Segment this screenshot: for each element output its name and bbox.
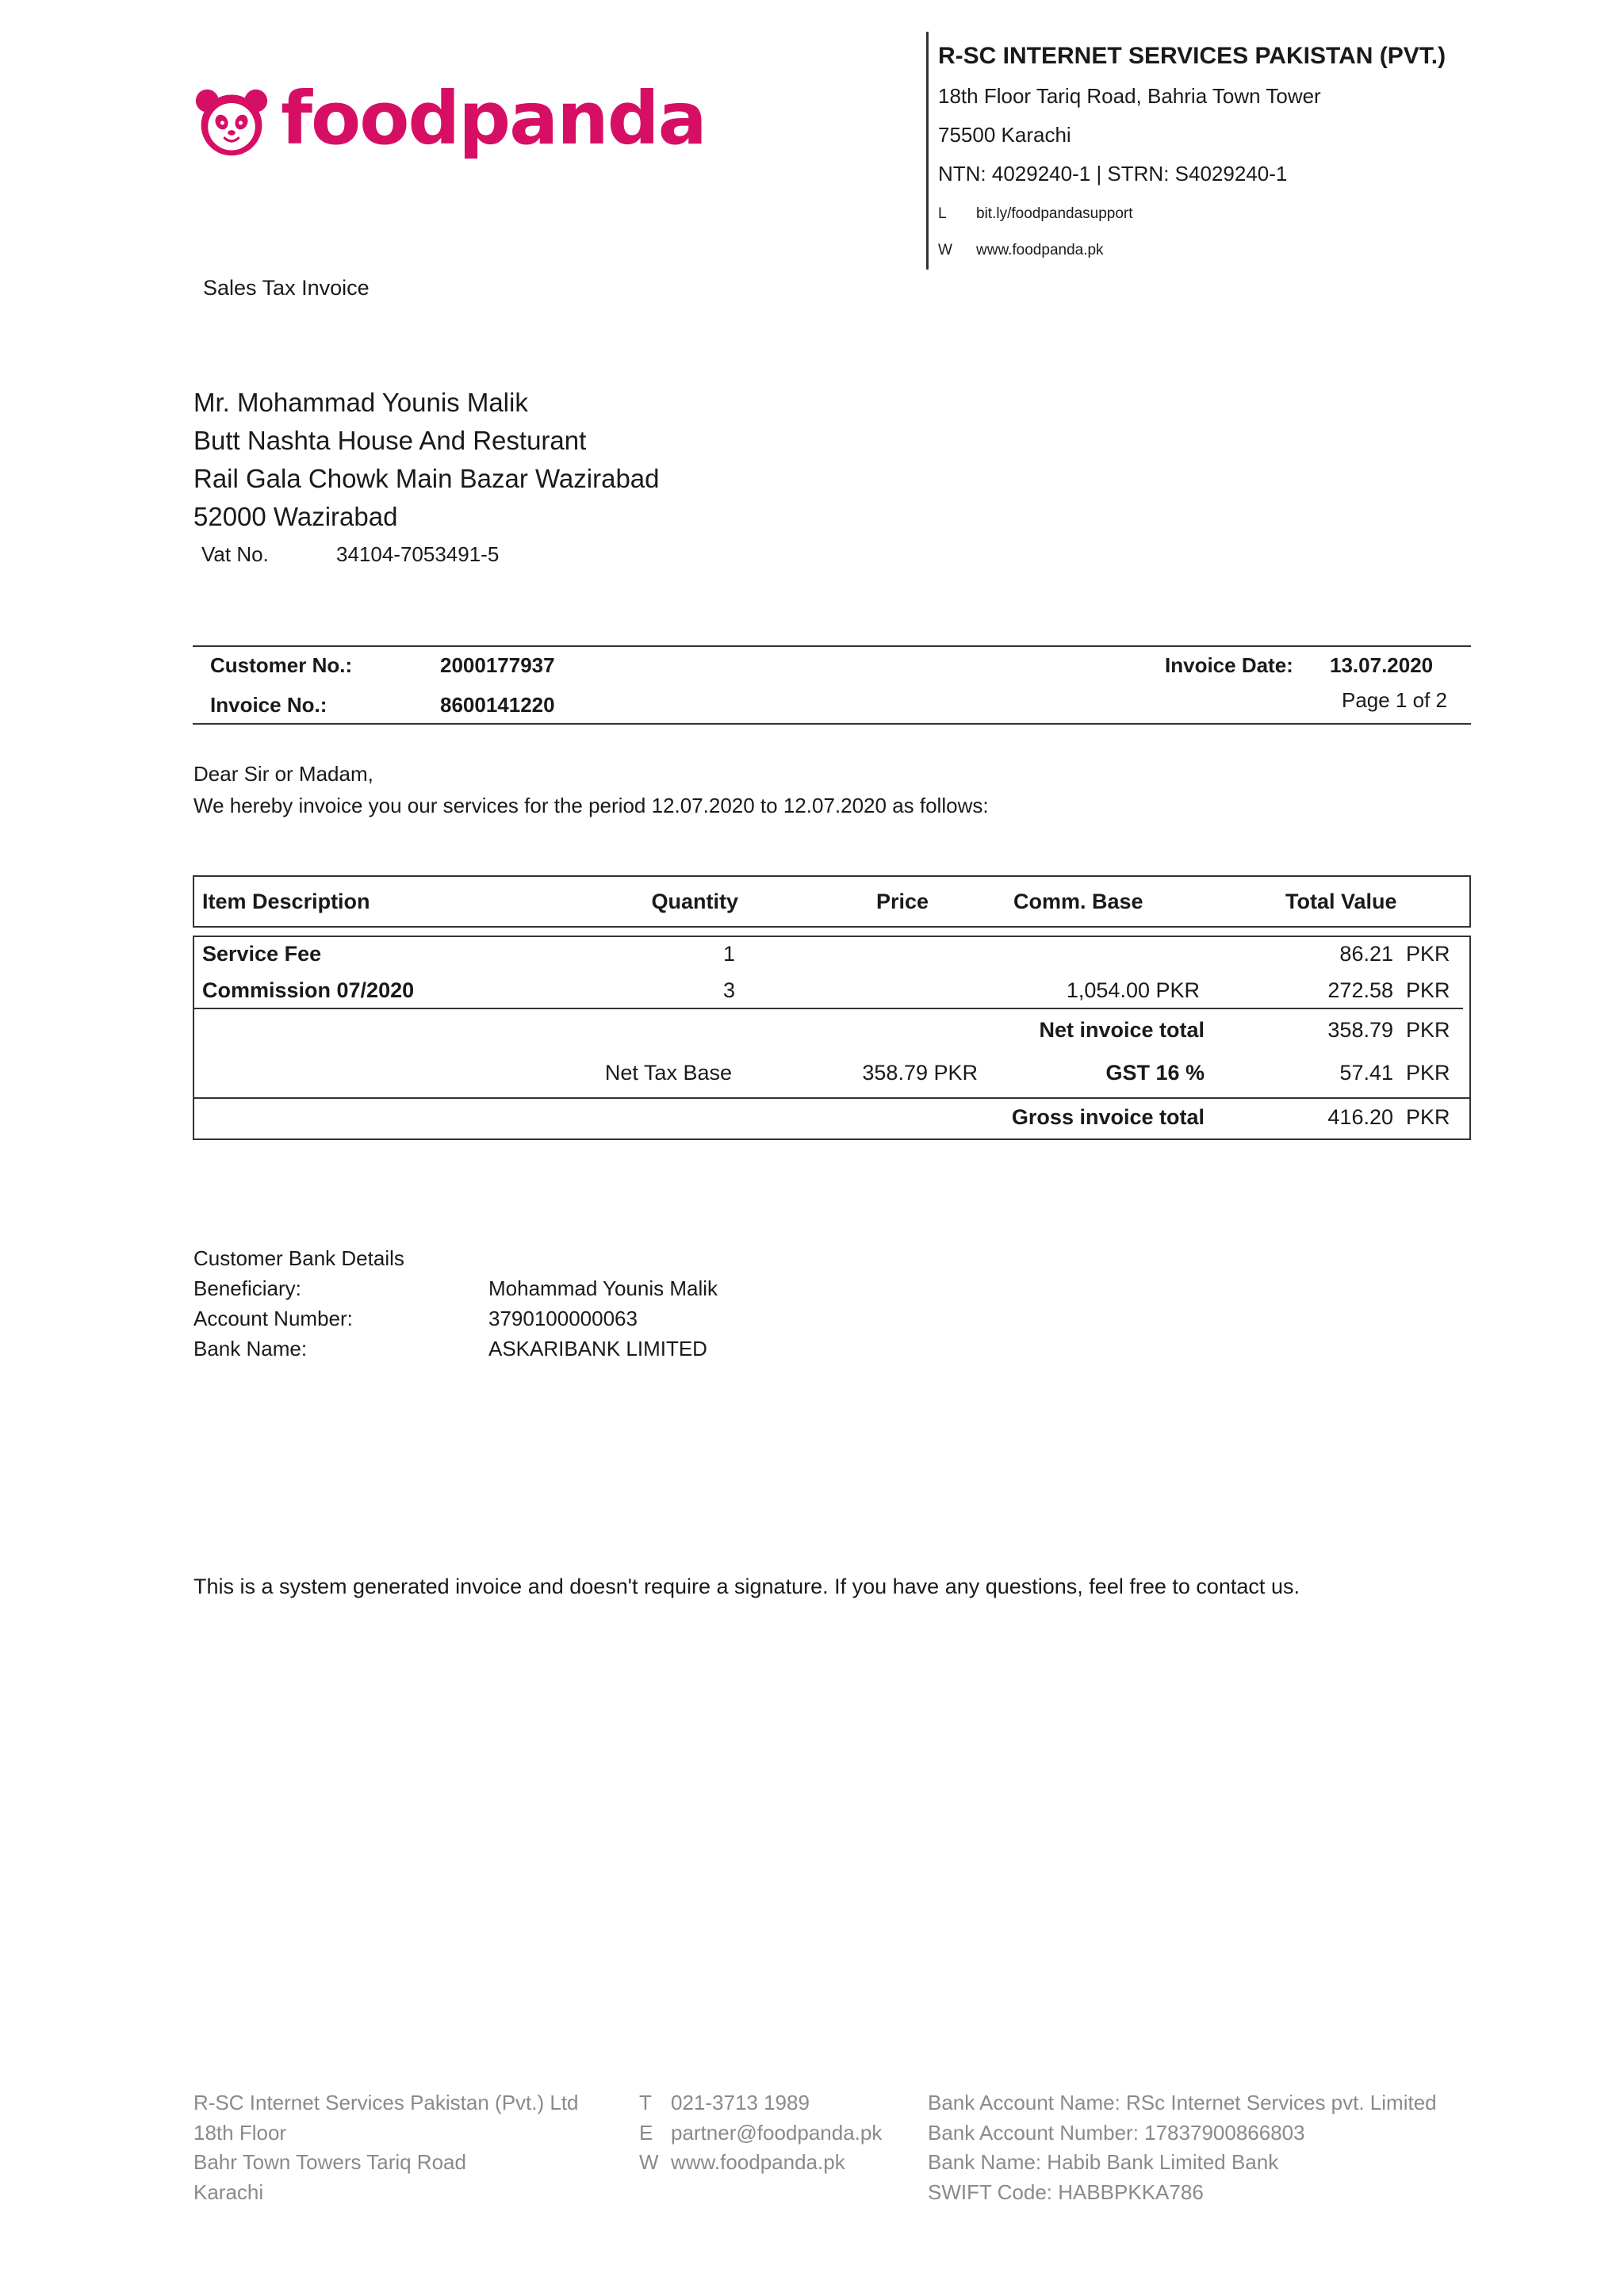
invoice-no-value: 8600141220: [440, 693, 555, 717]
account-row: [193, 1303, 718, 1334]
brand-wordmark: foodpanda: [281, 76, 706, 161]
beneficiary-row: [193, 1273, 718, 1303]
total-divider: [194, 1097, 1469, 1099]
beneficiary-value: Mohammad Younis Malik: [488, 1276, 718, 1300]
recipient-city: 52000 Wazirabad: [193, 502, 398, 531]
contact-key: T: [639, 2091, 652, 2114]
company-tax-ids: NTN: 4029240-1 | STRN: S4029240-1: [938, 162, 1288, 186]
item-quantity: 3: [722, 978, 735, 1002]
footer-contacts: [639, 2088, 882, 2178]
recipient-business: Butt Nashta House And Resturant: [193, 426, 587, 455]
contact-key: W: [938, 242, 952, 258]
footer-phone: [639, 2088, 882, 2118]
footer-bank-line: SWIFT Code: HABBPKKA786: [928, 2179, 1204, 2204]
company-name: R-SC INTERNET SERVICES PAKISTAN (PVT.): [938, 43, 1446, 69]
footer-address-line: 18th Floor: [193, 2120, 287, 2145]
customer-no-value: 2000177937: [440, 653, 555, 677]
invoice-meta: [193, 645, 1471, 725]
item-currency: PKR: [1406, 942, 1450, 966]
net-total-label: Net invoice total: [1039, 1018, 1205, 1042]
tax-base-label: Net Tax Base: [604, 1061, 732, 1085]
footer-address: [193, 2088, 579, 2207]
account-label: Account Number:: [193, 1307, 353, 1330]
invoice-table-header: [193, 875, 1471, 928]
net-total-currency: PKR: [1406, 1018, 1450, 1042]
col-quantity: Quantity: [651, 890, 738, 913]
document-type: Sales Tax Invoice: [203, 276, 370, 300]
gross-total-value: 416.20: [1327, 1105, 1393, 1129]
invoice-date-label: Invoice Date:: [1165, 653, 1293, 677]
bank-name-value: ASKARIBANK LIMITED: [488, 1337, 707, 1360]
item-currency: PKR: [1406, 978, 1450, 1002]
recipient-name: Mr. Mohammad Younis Malik: [193, 388, 528, 417]
footer-email: [639, 2118, 882, 2149]
tax-base-value: 358.79 PKR: [862, 1061, 978, 1085]
footer-address-line: Bahr Town Towers Tariq Road: [193, 2150, 466, 2174]
company-address-line-1: 18th Floor Tariq Road, Bahria Town Tower: [938, 84, 1321, 108]
contact-key: W: [639, 2150, 659, 2174]
item-total: 272.58: [1327, 978, 1393, 1002]
invoice-no-label: Invoice No.:: [210, 693, 327, 717]
company-address-block: [926, 32, 1561, 270]
footer-bank-line: Bank Account Name: RSc Internet Services pvt. Limited: [928, 2091, 1437, 2114]
contact-key: E: [639, 2120, 653, 2145]
company-contact-website: [938, 242, 1561, 259]
salutation: Dear Sir or Madam,: [193, 762, 373, 786]
bank-name-label: Bank Name:: [193, 1337, 308, 1360]
col-total: Total Value: [1285, 890, 1397, 913]
item-quantity: 1: [722, 942, 735, 966]
col-description: Item Description: [202, 890, 370, 913]
panda-icon: [193, 84, 270, 160]
footer-bank: [928, 2088, 1437, 2207]
beneficiary-label: Beneficiary:: [193, 1276, 301, 1300]
company-contact-support: [938, 205, 1561, 223]
gst-value: 57.41: [1339, 1061, 1393, 1085]
bank-name-row: [193, 1334, 718, 1364]
gross-total-currency: PKR: [1406, 1105, 1450, 1129]
customer-bank-details: [193, 1243, 718, 1364]
item-description: Commission 07/2020: [202, 978, 415, 1002]
footer-web: [639, 2148, 882, 2178]
invoice-date-value: 13.07.2020: [1330, 653, 1434, 677]
item-comm-base: 1,054.00 PKR: [1066, 978, 1200, 1002]
invoice-table-body: [193, 936, 1471, 1140]
account-value: 3790100000063: [488, 1307, 638, 1330]
vat-number: [201, 542, 499, 567]
brand-logo: [193, 76, 706, 161]
letter-intro: [193, 758, 989, 821]
gross-total-label: Gross invoice total: [1011, 1105, 1205, 1129]
vat-label: Vat No.: [201, 542, 269, 566]
footer-web-value[interactable]: www.foodpanda.pk: [671, 2150, 845, 2174]
item-description: Service Fee: [202, 942, 322, 966]
net-total-value: 358.79: [1327, 1018, 1393, 1042]
footer-address-line: R-SC Internet Services Pakistan (Pvt.) Ltd: [193, 2091, 579, 2114]
row-divider: [194, 1008, 1463, 1009]
support-link[interactable]: bit.ly/foodpandasupport: [976, 205, 1133, 222]
system-note: This is a system generated invoice and doesn't require a signature. If you have any questions, feel free to contact us.: [193, 1575, 1300, 1598]
website-link[interactable]: www.foodpanda.pk: [976, 242, 1104, 258]
footer-address-line: Karachi: [193, 2179, 264, 2204]
bank-details-title: Customer Bank Details: [193, 1246, 404, 1270]
footer-bank-line: Bank Name: Habib Bank Limited Bank: [928, 2150, 1279, 2174]
vat-value: 34104-7053491-5: [336, 542, 500, 566]
recipient-address: [193, 384, 660, 536]
col-comm-base: Comm. Base: [1013, 890, 1143, 913]
company-address-line-2: 75500 Karachi: [938, 123, 1071, 147]
item-total: 86.21: [1339, 942, 1393, 966]
footer-bank-line: Bank Account Number: 17837900866803: [928, 2120, 1305, 2145]
gst-currency: PKR: [1406, 1061, 1450, 1085]
gst-label: GST 16 %: [1105, 1061, 1205, 1085]
customer-no-label: Customer No.:: [210, 653, 353, 677]
col-price: Price: [876, 890, 929, 913]
footer-phone-value[interactable]: 021-3713 1989: [671, 2091, 810, 2114]
contact-key: L: [938, 205, 947, 222]
footer-email-value[interactable]: partner@foodpanda.pk: [671, 2120, 883, 2145]
page-indicator: Page 1 of 2: [1342, 688, 1447, 712]
intro-body: We hereby invoice you our services for the period 12.07.2020 to 12.07.2020 as follows:: [193, 794, 989, 817]
recipient-street: Rail Gala Chowk Main Bazar Wazirabad: [193, 464, 660, 493]
